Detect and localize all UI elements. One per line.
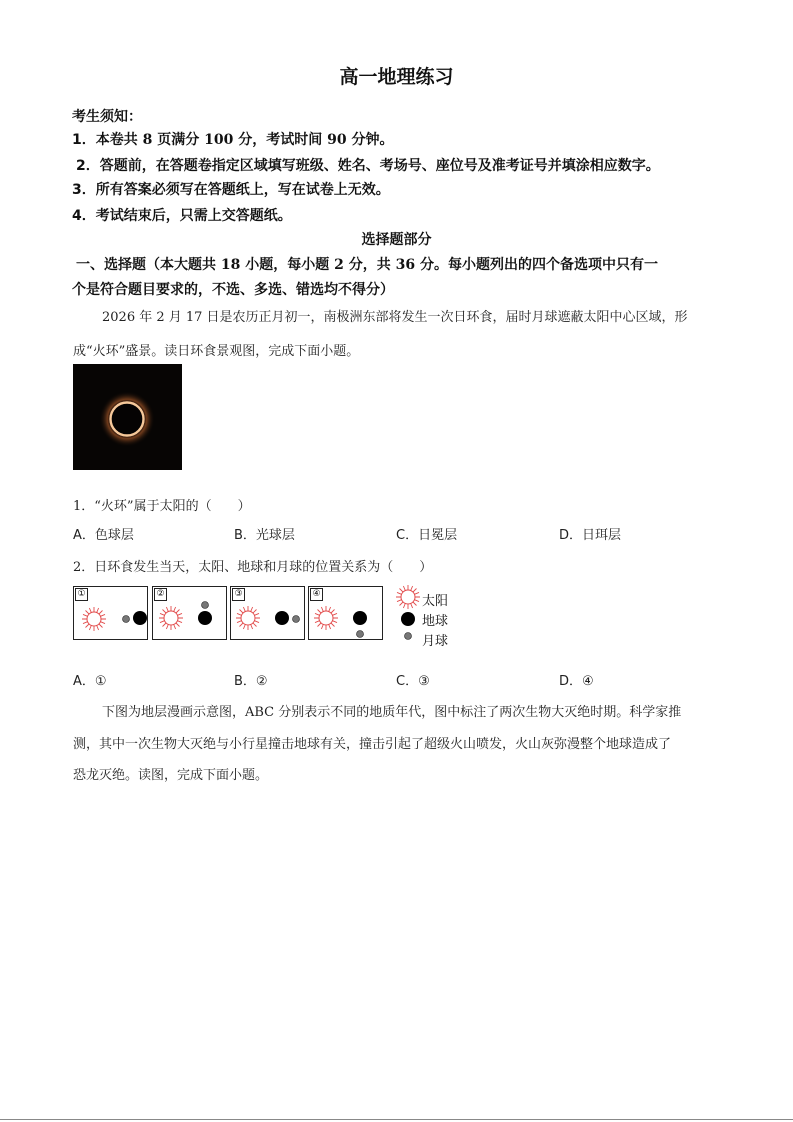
q2-option-a[interactable]: A．① <box>73 674 107 689</box>
question-1-stem: 1．“火环”属于太阳的（ ） <box>73 499 251 514</box>
panel-1-diagram <box>74 587 147 639</box>
earth-icon <box>275 611 289 625</box>
panel-4-diagram <box>309 587 382 639</box>
panel-number-4: ④ <box>310 588 323 601</box>
moon-icon <box>123 616 130 623</box>
position-panel-4 <box>308 586 383 640</box>
passage2-line1: 下图为地层漫画示意图，ABC 分别表示不同的地质年代，图中标注了两次生物大灭绝时期。科学家推 <box>102 705 682 720</box>
earth-icon <box>401 612 415 626</box>
moon-icon <box>357 631 364 638</box>
question-2-stem: 2．日环食发生当天，太阳、地球和月球的位置关系为（ ） <box>73 560 433 575</box>
q1-option-d[interactable]: D．日珥层 <box>559 528 622 543</box>
q2-option-c[interactable]: C．③ <box>396 674 430 689</box>
notice-item-1: 1．本卷共 8 页满分 100 分，考试时间 90 分钟。 <box>72 132 394 148</box>
panel-number-2: ② <box>154 588 167 601</box>
position-panel-3 <box>230 586 305 640</box>
section-title: 选择题部分 <box>361 232 432 248</box>
sun-icon <box>314 606 338 630</box>
panel-2-diagram <box>153 587 226 639</box>
moon-icon <box>405 633 412 640</box>
part1-instructions-line1: 一、选择题（本大题共 18 小题，每小题 2 分，共 36 分。每小题列出的四个备选项中只有一 <box>76 257 658 273</box>
passage1-line1: 2026 年 2 月 17 日是农历正月初一，南极洲东部将发生一次日环食，届时月球遮蔽太阳中心区域，形 <box>102 310 688 325</box>
notice-item-2: 2．答题前，在答题卷指定区域填写班级、姓名、考场号、座位号及准考证号并填涂相应数字。 <box>76 158 660 174</box>
sun-icon <box>82 607 106 631</box>
q1-option-b[interactable]: B．光球层 <box>234 528 295 543</box>
part1-instructions-line2: 个是符合题目要求的，不选、多选、错选均不得分） <box>72 282 394 298</box>
legend-earth-label: 地球 <box>422 614 449 629</box>
passage2-line2: 测，其中一次生物大灭绝与小行星撞击地球有关，撞击引起了超级火山喷发，火山灰弥漫整个地球造成了 <box>73 737 672 752</box>
panel-number-3: ③ <box>232 588 245 601</box>
position-panel-2 <box>152 586 227 640</box>
q2-option-b[interactable]: B．② <box>234 674 268 689</box>
sun-icon <box>159 606 183 630</box>
earth-icon <box>198 611 212 625</box>
panel-3-diagram <box>231 587 304 639</box>
notice-item-3: 3．所有答案必须写在答题纸上，写在试卷上无效。 <box>72 182 390 198</box>
earth-icon <box>353 611 367 625</box>
legend-moon-label: 月球 <box>422 634 449 649</box>
legend-sun-label: 太阳 <box>422 594 449 609</box>
annular-eclipse-image <box>73 364 182 470</box>
passage2-line3: 恐龙灭绝。读图，完成下面小题。 <box>73 768 269 783</box>
notice-item-4: 4．考试结束后，只需上交答题纸。 <box>72 208 292 224</box>
passage1-line2: 成“火环”盛景。读日环食景观图，完成下面小题。 <box>73 344 360 359</box>
q1-option-a[interactable]: A．色球层 <box>73 528 134 543</box>
panel-number-1: ① <box>75 588 88 601</box>
moon-icon <box>293 616 300 623</box>
page-bottom-rule <box>0 1119 793 1120</box>
position-panel-1 <box>73 586 148 640</box>
sun-icon <box>396 585 420 609</box>
moon-icon <box>202 602 209 609</box>
q1-option-c[interactable]: C．日冕层 <box>396 528 458 543</box>
earth-icon <box>133 611 147 625</box>
q2-option-d[interactable]: D．④ <box>559 674 594 689</box>
page-title: 高一地理练习 <box>339 66 454 88</box>
legend <box>394 584 464 648</box>
notice-heading: 考生须知： <box>72 109 142 125</box>
sun-icon <box>236 606 260 630</box>
